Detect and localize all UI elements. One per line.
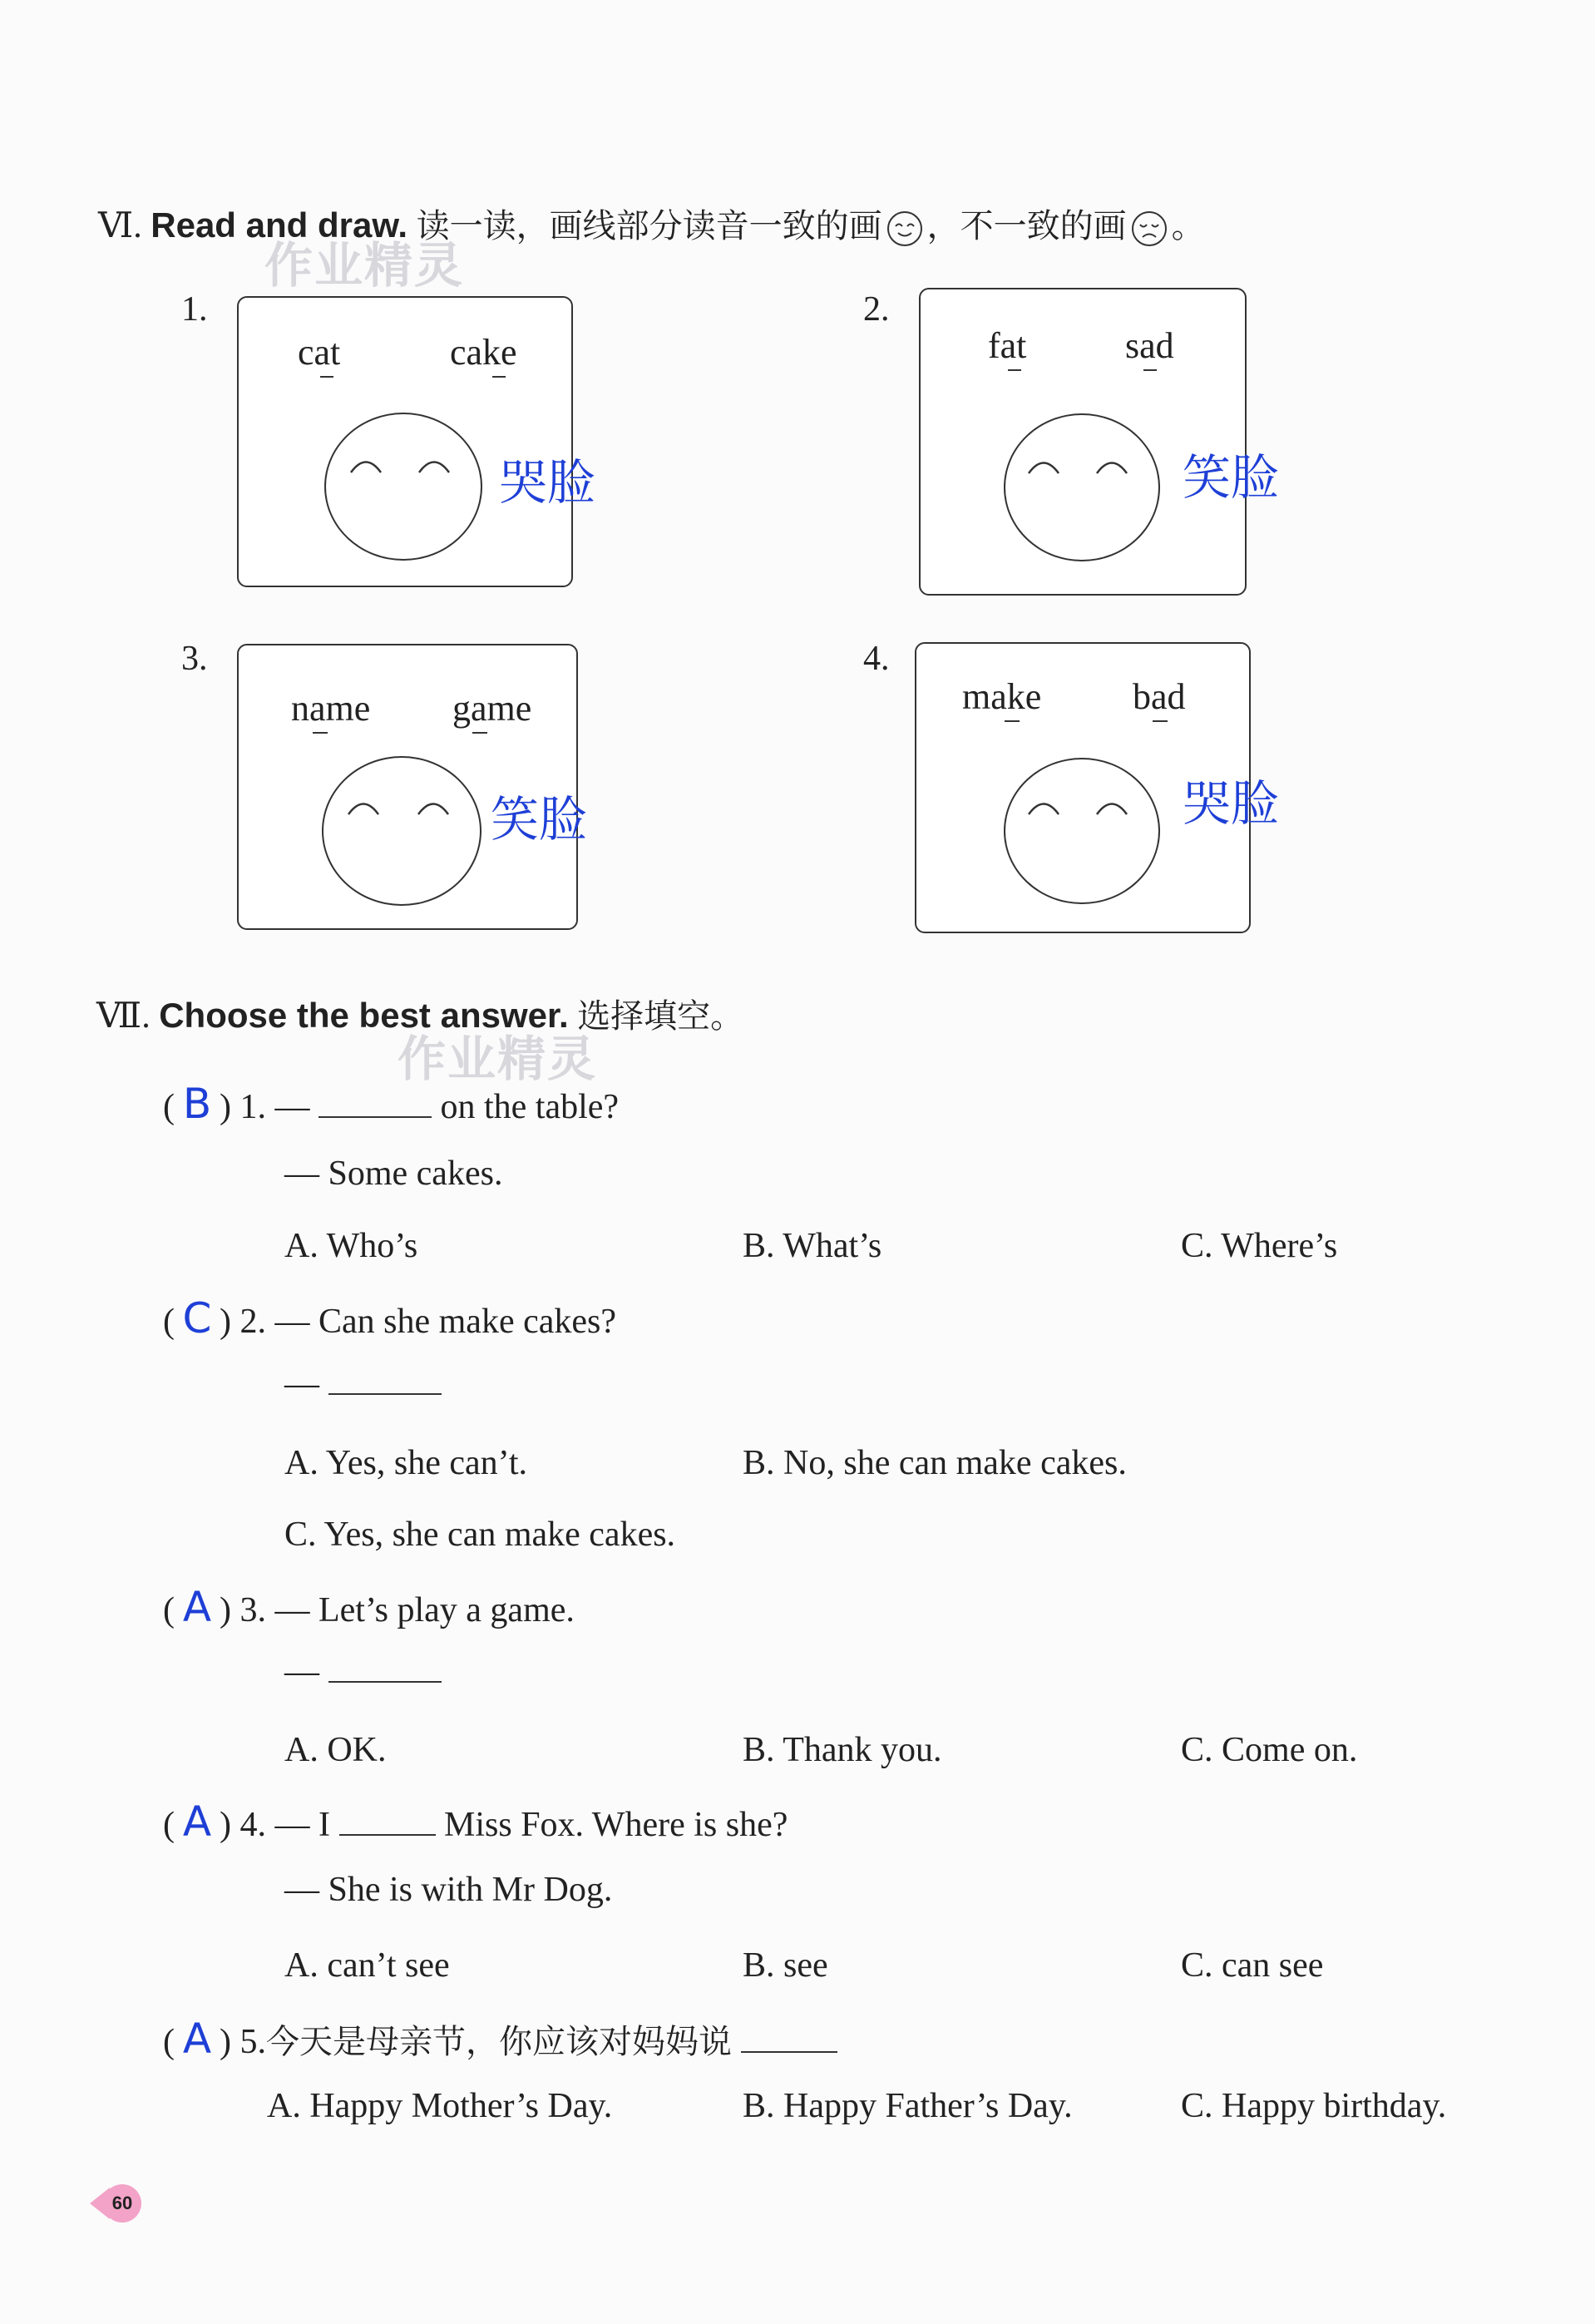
question-1-number: 1. [239,1088,266,1126]
question-5-prompt: 今天是母亲节，你应该对妈妈说 [266,2023,732,2061]
question-4-prompt-pre: — I [274,1806,330,1844]
item-4-word-1: make [962,676,1042,717]
item-3-word-1: name [291,688,371,729]
question-2-option-a[interactable]: A. Yes, she can’t. [284,1444,528,1482]
question-5-option-a[interactable]: A. Happy Mother’s Day. [267,2087,613,2125]
question-3-option-b[interactable]: B. Thank you. [743,1731,942,1769]
item-3-underline-2 [472,732,487,734]
question-2-prompt: — Can she make cakes? [274,1303,617,1341]
item-3-number: 3. [181,640,208,678]
question-5-blank[interactable] [741,2051,837,2053]
question-1-blank[interactable] [319,1116,432,1118]
item-3-answer: 笑脸 [491,791,588,848]
item-2-underline-2 [1143,369,1157,371]
question-4-reply: — She is with Mr Dog. [284,1871,613,1909]
question-2-reply: — [284,1365,319,1403]
item-4-underline-1 [1005,720,1020,722]
item-4-face-circle[interactable] [1004,758,1160,904]
item-2-word-1: fat [988,325,1027,366]
item-2-number: 2. [863,290,890,329]
item-4-word-2: bad [1133,676,1186,717]
item-3-word-2: game [452,688,532,729]
item-2-answer: 笑脸 [1183,449,1280,506]
section-6-roman: Ⅵ. [98,207,142,245]
item-2-word-2: sad [1125,325,1174,366]
item-1-answer: 哭脸 [499,454,596,511]
question-4-answer: A [182,1797,212,1846]
item-1-number: 1. [181,290,208,329]
question-3-prompt: — Let’s play a game. [274,1591,575,1629]
item-1-word-2: cake [450,332,517,373]
question-4-blank[interactable] [339,1834,436,1836]
question-5-option-c[interactable]: C. Happy birthday. [1181,2087,1447,2125]
question-4-option-a[interactable]: A. can’t see [284,1946,450,1985]
section-7-roman: Ⅶ. [96,997,151,1036]
watermark-2: 作业精灵 [398,1031,598,1087]
question-5-line: ( A ) 5.今天是母亲节，你应该对妈妈说 [163,2015,837,2063]
item-1-eyes-icon [326,414,481,559]
question-3-number: 3. [239,1591,266,1629]
section-7-title-en: Choose the best answer. [159,996,569,1035]
item-3-eyes-icon [323,758,480,904]
item-2-face-circle[interactable] [1004,413,1160,561]
sad-face-icon [1132,211,1167,246]
item-4-eyes-icon [1005,759,1158,902]
item-3-face-circle[interactable] [322,756,481,906]
question-2-number: 2. [239,1303,266,1341]
question-2-reply-line [284,1364,442,1404]
watermark-1: 作业精灵 [264,237,465,294]
item-3-underline-1 [313,732,328,734]
question-2-option-c[interactable]: C. Yes, she can make cakes. [284,1516,676,1554]
question-2-answer: C [182,1294,212,1342]
question-1-line: ( B ) 1. — on the table? [163,1080,620,1128]
question-4-option-c[interactable]: C. can see [1181,1946,1324,1985]
item-4-underline-2 [1153,720,1168,722]
item-2-underline-1 [1008,369,1021,371]
question-1-option-b[interactable]: B. What’s [743,1227,882,1265]
section-6-title-en: Read and draw. [151,205,408,245]
question-2-blank[interactable] [328,1393,442,1395]
question-1-prompt-post: on the table? [440,1088,620,1126]
question-5-option-b[interactable]: B. Happy Father’s Day. [743,2087,1073,2125]
section-6-title-zh-2: ，不一致的画 [926,207,1127,245]
item-1-face-circle[interactable] [324,413,482,561]
item-4-number: 4. [863,640,890,678]
section-6-title-zh-3: 。 [1171,207,1205,245]
question-3-reply: — [284,1653,319,1691]
item-4-answer: 哭脸 [1183,775,1280,832]
item-1-word-1: cat [298,332,341,373]
question-3-reply-line [284,1652,442,1692]
section-7-title-zh: 选择填空。 [577,997,744,1036]
question-3-line: ( A ) 3. — Let’s play a game. [163,1583,575,1631]
question-2-line: ( C ) 2. — Can she make cakes? [163,1294,617,1342]
question-3-blank[interactable] [328,1681,442,1683]
question-5-answer: A [182,2015,212,2063]
question-4-prompt-post: Miss Fox. Where is she? [444,1806,788,1844]
question-4-option-b[interactable]: B. see [743,1946,828,1985]
question-4-line: ( A ) 4. — I Miss Fox. Where is she? [163,1797,788,1846]
item-1-underline-1 [320,376,333,378]
item-2-eyes-icon [1005,415,1158,560]
question-1-option-a[interactable]: A. Who’s [284,1227,418,1265]
page-number: 60 [103,2184,141,2223]
question-5-number: 5. [239,2023,266,2061]
question-4-number: 4. [239,1806,266,1844]
item-1-underline-2 [492,376,506,378]
section-6-title-zh-1: 读一读，画线部分读音一致的画 [416,207,882,245]
question-3-answer: A [182,1583,212,1631]
smile-face-icon [887,211,922,246]
question-2-option-b[interactable]: B. No, she can make cakes. [743,1444,1127,1482]
question-1-prompt-pre: — [274,1088,310,1126]
question-1-answer: B [182,1080,212,1128]
question-3-option-a[interactable]: A. OK. [284,1731,387,1769]
question-3-option-c[interactable]: C. Come on. [1181,1731,1358,1769]
question-1-option-c[interactable]: C. Where’s [1181,1227,1338,1265]
question-1-reply: — Some cakes. [284,1155,503,1193]
